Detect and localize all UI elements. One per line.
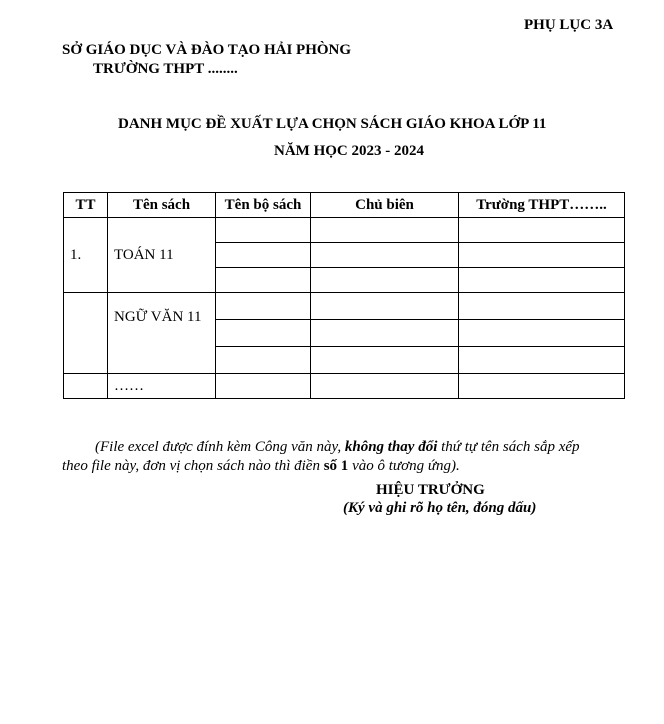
school-year: NĂM HỌC 2023 - 2024	[274, 143, 424, 159]
note-line-1	[95, 439, 580, 456]
header-school: Trường THPT……..	[459, 193, 625, 218]
appendix-label: PHỤ LỤC 3A	[524, 17, 614, 33]
cell[interactable]	[216, 243, 311, 268]
table-row	[64, 218, 625, 243]
cell[interactable]	[216, 374, 311, 399]
cell[interactable]	[216, 268, 311, 293]
note-text: (File excel được đính kèm Công văn này,	[95, 439, 345, 455]
cell-tt: 1.	[64, 218, 108, 293]
cell[interactable]	[459, 374, 625, 399]
cell[interactable]	[459, 243, 625, 268]
cell[interactable]	[311, 374, 459, 399]
cell-book-name: NGỮ VĂN 11	[108, 293, 216, 374]
note-text: vào ô tương ứng).	[348, 458, 460, 474]
textbook-table	[63, 192, 625, 399]
signature-title: HIỆU TRƯỞNG	[376, 482, 485, 498]
header-editor: Chủ biên	[311, 193, 459, 218]
school-name: TRƯỜNG THPT ........	[93, 61, 238, 77]
cell[interactable]	[311, 347, 459, 374]
note-line-2	[62, 458, 460, 475]
header-book-series: Tên bộ sách	[216, 193, 311, 218]
department-name: SỞ GIÁO DỤC VÀ ĐÀO TẠO HẢI PHÒNG	[62, 42, 352, 58]
cell[interactable]	[216, 293, 311, 320]
cell[interactable]	[311, 293, 459, 320]
cell[interactable]	[216, 320, 311, 347]
cell[interactable]	[311, 320, 459, 347]
note-text: theo file này, đơn vị chọn sách nào thì điền	[62, 458, 324, 474]
document-title: DANH MỤC ĐỀ XUẤT LỰA CHỌN SÁCH GIÁO KHOA LỚP 11	[118, 116, 547, 132]
cell[interactable]	[311, 218, 459, 243]
cell[interactable]	[216, 218, 311, 243]
cell-tt	[64, 374, 108, 399]
cell-book-name: TOÁN 11	[108, 218, 216, 293]
table-row	[64, 374, 625, 399]
cell[interactable]	[459, 218, 625, 243]
cell[interactable]	[459, 320, 625, 347]
table-row	[64, 293, 625, 320]
note-emphasis: số 1	[323, 458, 349, 474]
cell[interactable]	[311, 268, 459, 293]
cell[interactable]	[459, 268, 625, 293]
note-emphasis: không thay đổi	[344, 439, 438, 455]
header-tt: TT	[64, 193, 108, 218]
header-book-name: Tên sách	[108, 193, 216, 218]
cell[interactable]	[311, 243, 459, 268]
cell[interactable]	[459, 293, 625, 320]
cell[interactable]	[216, 347, 311, 374]
cell-tt	[64, 293, 108, 374]
cell-book-name: ……	[108, 374, 216, 399]
table-header-row	[64, 193, 625, 218]
note-text: thứ tự tên sách sắp xếp	[437, 439, 580, 455]
cell[interactable]	[459, 347, 625, 374]
signature-instruction: (Ký và ghi rõ họ tên, đóng dấu)	[343, 500, 537, 516]
